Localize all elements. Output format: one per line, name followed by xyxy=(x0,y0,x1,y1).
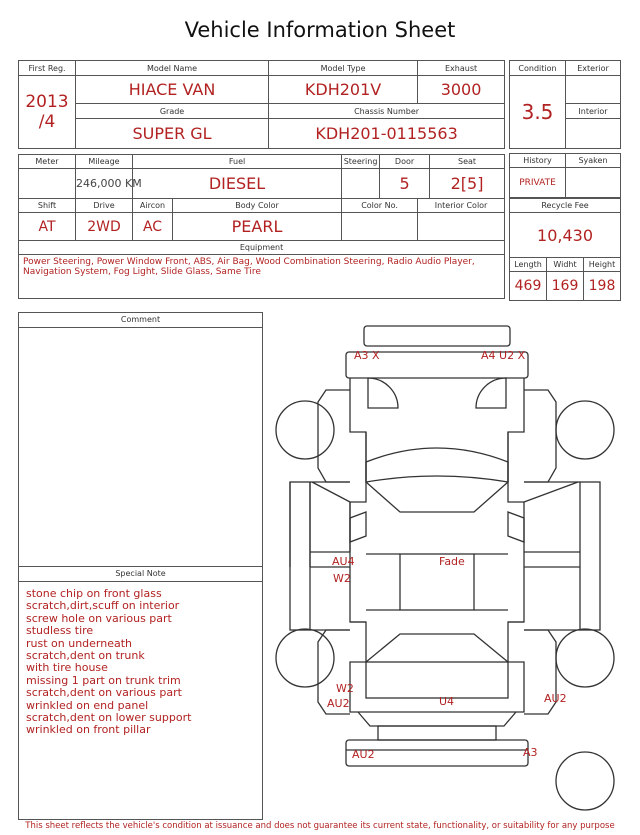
special-note-item: stone chip on front glass xyxy=(26,587,162,600)
width-label: Widht xyxy=(547,258,584,272)
model-type-value: KDH201V xyxy=(269,76,418,104)
rear-window-top-shape xyxy=(366,634,508,662)
spare-tire-shape xyxy=(556,752,614,810)
recycle-fee-label: Recycle Fee xyxy=(510,199,621,213)
condition-table xyxy=(509,60,621,149)
special-note-list xyxy=(19,582,262,737)
dimension-table xyxy=(509,198,621,301)
exhaust-value: 3000 xyxy=(418,76,505,104)
interior-label: Interior xyxy=(566,104,621,119)
special-note-item: scratch,dent on various part xyxy=(26,686,182,700)
right-headlight-shape xyxy=(476,378,506,408)
chassis-label: Chassis Number xyxy=(269,104,505,119)
history-value: PRIVATE xyxy=(510,168,566,198)
mark-roof: Fade xyxy=(439,555,465,568)
exhaust-label: Exhaust xyxy=(418,61,505,76)
recycle-fee-value: 10,430 xyxy=(510,213,621,258)
model-name-value: HIACE VAN xyxy=(76,76,269,104)
steering-label: Steering xyxy=(342,155,380,169)
seat-value: 2[5] xyxy=(430,169,505,199)
comment-label: Comment xyxy=(19,313,262,328)
cowl-shape xyxy=(366,482,508,512)
special-note-item: scratch,dent on lower support xyxy=(26,711,192,725)
special-note-label: Special Note xyxy=(19,567,262,582)
interior-color-value xyxy=(418,213,505,241)
left-quarter-window-shape xyxy=(350,512,366,542)
a-pillar-shape xyxy=(366,432,508,482)
mark-front-right: A4 U2 X xyxy=(481,349,526,362)
front-left-wheel-shape xyxy=(276,401,334,459)
height-value: 198 xyxy=(584,272,621,301)
color-no-value xyxy=(342,213,418,241)
first-reg-year: 2013 xyxy=(25,92,69,112)
model-name-label: Model Name xyxy=(76,61,269,76)
right-door-lines-shape xyxy=(524,482,580,630)
rear-left-wheel-shape xyxy=(276,629,334,687)
steering-value xyxy=(342,169,380,199)
left-side-rail-shape xyxy=(290,482,310,567)
shift-value: AT xyxy=(19,213,76,241)
body-color-label: Body Color xyxy=(173,199,342,213)
chassis-value: KDH201-0115563 xyxy=(269,119,505,149)
mark-rear-center: U4 xyxy=(439,695,455,708)
drive-label: Drive xyxy=(76,199,133,213)
exterior-value xyxy=(566,76,621,104)
mileage-value: 246,000 KM xyxy=(76,169,133,199)
interior-color-label: Interior Color xyxy=(418,199,505,213)
door-label: Door xyxy=(380,155,430,169)
model-type-label: Model Type xyxy=(269,61,418,76)
fuel-label: Fuel xyxy=(133,155,342,169)
equipment-label: Equipment xyxy=(19,241,505,255)
special-note-item: studless tire xyxy=(26,624,94,638)
disclaimer: This sheet reflects the vehicle's condition at issuance and does not guarantee its current state, functionality, or suitability for any purpose xyxy=(25,821,615,831)
aircon-value: AC xyxy=(133,213,173,241)
height-label: Height xyxy=(584,258,621,272)
special-note-panel xyxy=(18,566,263,820)
shift-label: Shift xyxy=(19,199,76,213)
windshield-shape xyxy=(366,448,508,482)
equipment-value: Power Steering, Power Window Front, ABS, Air Bag, Wood Combination Steering, Radio Audio Player, Navigation System, Fog Light, Slide Glass, Same Tire xyxy=(19,255,505,299)
fuel-value: DIESEL xyxy=(133,169,342,199)
right-window-shape xyxy=(524,482,578,502)
left-window-shape xyxy=(312,482,350,552)
special-note-item: rust on underneath xyxy=(26,636,133,650)
drive-value: 2WD xyxy=(76,213,133,241)
first-reg-label: First Reg. xyxy=(19,61,76,76)
mark-left-side-2: W2 xyxy=(333,572,351,585)
meter-label: Meter xyxy=(19,155,76,169)
special-note-item: scratch,dirt,scuff on interior xyxy=(26,599,180,613)
front-right-wheel-shape xyxy=(556,401,614,459)
syaken-value xyxy=(566,168,621,198)
width-value: 169 xyxy=(547,272,584,301)
mark-bumper-right: A3 xyxy=(523,746,538,759)
length-label: Length xyxy=(510,258,547,272)
first-reg-value xyxy=(19,76,76,149)
mileage-label: Mileage xyxy=(76,155,133,169)
mark-rear-right: AU2 xyxy=(544,692,567,705)
syaken-label: Syaken xyxy=(566,154,621,168)
grade-label: Grade xyxy=(76,104,269,119)
mark-left-side-1: AU4 xyxy=(332,555,355,568)
interior-value xyxy=(566,119,621,149)
exterior-label: Exterior xyxy=(566,61,621,76)
door-value: 5 xyxy=(380,169,430,199)
right-quarter-window-shape xyxy=(508,512,524,542)
tail-panel-shape xyxy=(358,712,516,726)
condition-label: Condition xyxy=(510,61,566,76)
left-headlight-shape xyxy=(368,378,398,408)
special-note-item: scratch,dent on trunk xyxy=(26,649,145,663)
tail-lower-shape xyxy=(378,726,496,740)
mark-rear-left-2: AU2 xyxy=(327,697,350,710)
front-bumper-shape xyxy=(364,326,510,346)
color-no-label: Color No. xyxy=(342,199,418,213)
special-note-item: with tire house xyxy=(26,661,108,675)
mark-bumper-left: AU2 xyxy=(352,748,375,761)
history-table xyxy=(509,153,621,198)
special-note-item: missing 1 part on trunk trim xyxy=(26,673,181,687)
special-note-item: screw hole on various part xyxy=(26,611,172,625)
seat-label: Seat xyxy=(430,155,505,169)
condition-value: 3.5 xyxy=(510,76,566,149)
history-label: History xyxy=(510,154,566,168)
car-diagram xyxy=(270,322,620,817)
special-note-item: wrinkled on front pillar xyxy=(26,723,151,737)
length-value: 469 xyxy=(510,272,547,301)
grade-value: SUPER GL xyxy=(76,119,269,149)
mark-rear-left-1: W2 xyxy=(336,682,354,695)
mark-front-left: A3 X xyxy=(354,349,380,362)
right-sill-shape xyxy=(580,482,600,630)
first-reg-month: /4 xyxy=(38,112,56,132)
left-sill-shape xyxy=(290,482,310,630)
vehicle-info-table xyxy=(18,60,505,299)
comment-panel xyxy=(18,312,263,568)
special-note-item: wrinkled on end panel xyxy=(26,698,149,712)
aircon-label: Aircon xyxy=(133,199,173,213)
page-title: Vehicle Information Sheet xyxy=(184,18,456,42)
rear-window-shape xyxy=(366,662,508,698)
roof-lines-shape xyxy=(366,554,508,610)
rear-right-wheel-shape xyxy=(556,629,614,687)
meter-value xyxy=(19,169,76,199)
front-right-fender-shape xyxy=(524,390,556,482)
body-color-value: PEARL xyxy=(173,213,342,241)
